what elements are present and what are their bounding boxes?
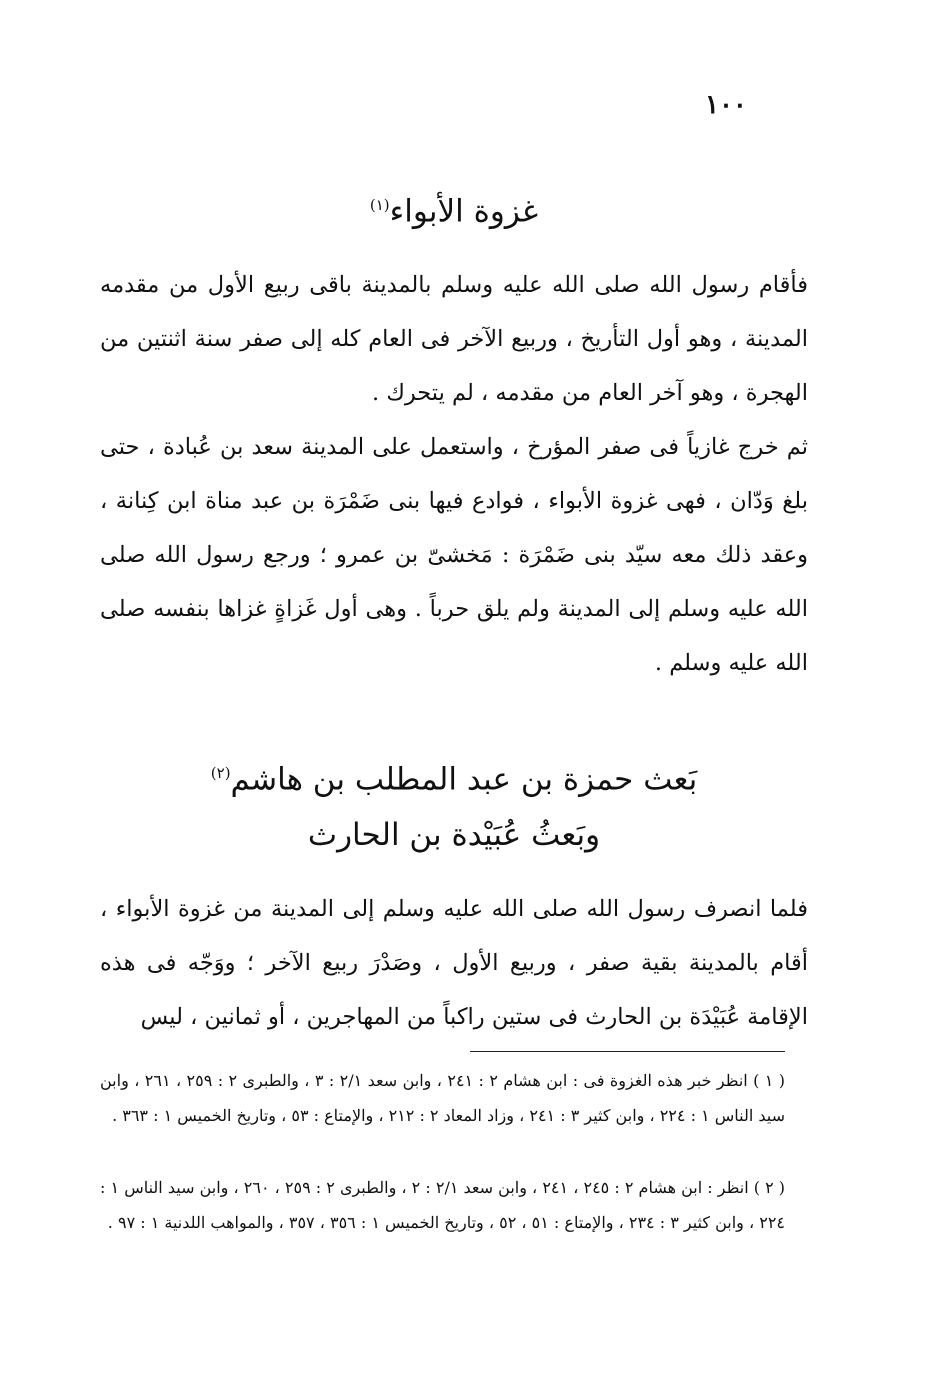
- section-title-hamza-mission: [100, 748, 808, 804]
- section-title-text: غزوة الأبواء: [389, 193, 539, 230]
- paragraph-3: فلما انصرف رسول الله صلى الله عليه وسلم إلى المدينة من غزوة الأبواء ، أقام بالمدينة بقية صفر ، وربيع الأول ، وصَدْرَ ربيع الآخر ؛ ووَجّه فى هذه الإقامة عُبَيْدَة بن الحارث فى ستين راكباً من المهاجرين ، أو ثمانين ، ليس: [100, 896, 808, 1030]
- section-title-ghazwat-al-abwa: [100, 180, 808, 236]
- footnote-divider: [470, 1051, 785, 1052]
- footnote-2: ( ٢ ) انظر : ابن هشام ٢ : ٢٤٥ ، ٢٤١ ، وابن سعد ٢/١ : ٢ ، والطبرى ٢ : ٢٥٩ ، ٢٦٠ ، وابن سيد الناس ١ : ٢٢٤ ، وابن كثير ٣ : ٢٣٤ ، والإمتاع : ٥١ ، ٥٢ ، وتاريخ الخميس ١ : ٣٥٦ ، ٣٥٧ ، والمواهب اللدنية ١ : ٩٧ .: [100, 1178, 786, 1232]
- paragraph-1: فأقام رسول الله صلى الله عليه وسلم بالمدينة باقى ربيع الأول من مقدمه المدينة ، وهو أول التأريخ ، وربيع الآخر فى العام كله إلى صفر سنة اثنتين من الهجرة ، وهو آخر العام من مقدمه ، لم يتحرك .: [100, 272, 808, 406]
- section-subtitle-ubayda-mission: وبَعثُ عُبَيْدة بن الحارث: [307, 817, 601, 853]
- section-title-text: بَعث حمزة بن عبد المطلب بن هاشم: [230, 761, 698, 798]
- page-number: ١٠٠: [705, 90, 747, 120]
- footnote-marker-1: (١): [369, 196, 390, 214]
- footnote-1: ( ١ ) انظر خبر هذه الغزوة فى : ابن هشام ٢ : ٢٤١ ، وابن سعد ٢/١ : ٣ ، والطبرى ٢ : ٢٥٩ ، ٢٦١ ، وابن سيد الناس ١ : ٢٢٤ ، وابن كثير ٣ : ٢٤١ ، وزاد المعاد ٢ : ٢١٢ ، والإمتاع : ٥٣ ، وتاريخ الخميس ١ : ٣٦٣ .: [100, 1071, 786, 1125]
- paragraph-2: ثم خرج غازياً فى صفر المؤرخ ، واستعمل على المدينة سعد بن عُبادة ، حتى بلغ وَدّان ، فهى غزوة الأبواء ، فوادع فيها بنى ضَمْرَة بن عبد مناة ابن كِنانة ، وعقد ذلك معه سيّد بنى ضَمْرَة : مَخشىّ بن عمرو ؛ ورجع رسول الله صلى الله عليه وسلم إلى المدينة ولم يلق حرباً . وهى أول غَزاةٍ غزاها بنفسه صلى الله عليه وسلم .: [100, 434, 808, 676]
- footnote-marker-2: (٢): [210, 764, 231, 782]
